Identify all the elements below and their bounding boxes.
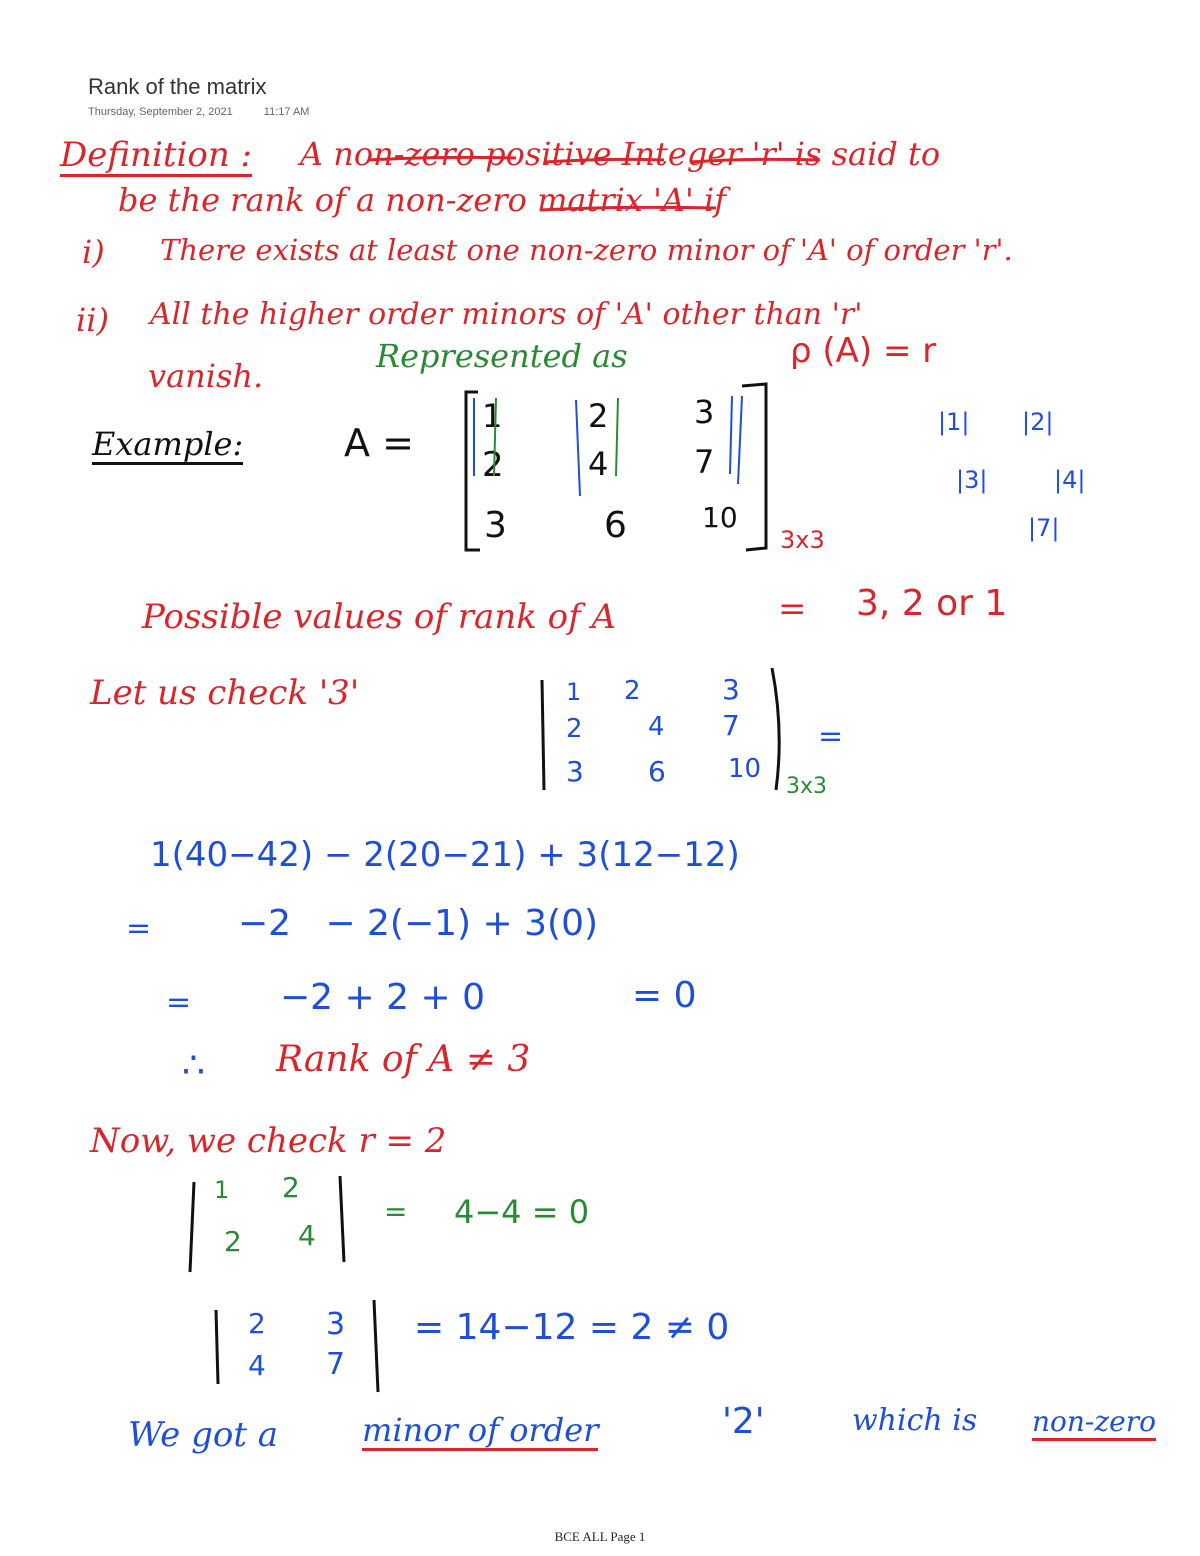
matrix-cell: 3: [694, 393, 715, 431]
possible-values: 3, 2 or 1: [856, 583, 1008, 624]
side-minor: |1|: [938, 408, 970, 436]
side-minor: |7|: [1028, 514, 1060, 542]
det-cell: 2: [624, 676, 641, 706]
matrix-cell: 10: [702, 501, 738, 534]
matrix-cell: 2: [482, 445, 504, 485]
expansion-step-2-eq: =: [126, 911, 152, 946]
check-3-label: Let us check '3': [90, 673, 360, 713]
example-label: Example:: [92, 425, 244, 463]
page-footer: BCE ALL Page 1: [554, 1529, 646, 1544]
minor-cell: 1: [214, 1176, 230, 1204]
det-cell: 2: [566, 714, 583, 744]
rank-notation: ρ (A) = r: [790, 331, 937, 371]
possible-values-text: Possible values of rank of A: [142, 597, 617, 637]
final-text-4: which is: [852, 1403, 978, 1438]
represented-as-note: Represented as: [376, 337, 628, 375]
det-equals: =: [818, 719, 844, 754]
rank-not-3: Rank of A ≠ 3: [276, 1039, 531, 1080]
final-text-5: non-zero: [1032, 1408, 1156, 1441]
minor-cell: 2: [224, 1225, 242, 1258]
matrix-cell: 7: [694, 443, 715, 481]
page-date: Thursday, September 2, 2021: [88, 106, 233, 118]
minor-2-result: = 14−12 = 2 ≠ 0: [414, 1307, 730, 1348]
minor-1-result: 4−4 = 0: [454, 1193, 590, 1231]
condition-2-text: All the higher order minors of 'A' other than 'r': [150, 297, 863, 332]
det-cell: 7: [722, 709, 740, 742]
expansion-step-3-result: = 0: [632, 975, 697, 1016]
side-minor: |4|: [1054, 466, 1086, 494]
matrix-lhs: A =: [344, 421, 414, 465]
therefore-symbol: ∴: [182, 1045, 205, 1086]
minor-cell: 4: [248, 1349, 266, 1382]
condition-1-text: There exists at least one non-zero minor of 'A' of order 'r'.: [160, 233, 1013, 267]
minor-cell: 2: [282, 1171, 300, 1204]
definition-label: Definition :: [60, 135, 252, 175]
minor-cell: 7: [326, 1347, 346, 1382]
det-cell: 3: [566, 755, 584, 788]
minor-cell: 4: [298, 1219, 316, 1252]
page-title: Rank of the matrix: [88, 74, 267, 99]
det-order: 3x3: [786, 774, 828, 799]
det-cell: 4: [648, 712, 665, 742]
check-2-label: Now, we check r = 2: [90, 1121, 447, 1161]
minor-cell: 3: [326, 1307, 346, 1342]
final-text-2: minor of order: [362, 1411, 599, 1449]
final-text-1: We got a: [128, 1415, 279, 1455]
condition-2-number: ii): [76, 301, 109, 339]
matrix-order: 3x3: [780, 526, 825, 554]
det-cell: 10: [728, 754, 762, 784]
matrix-cell: 3: [484, 505, 507, 546]
definition-line1: A non-zero positive Integer 'r' is said to: [300, 135, 941, 173]
expansion-step-3-eq: =: [166, 985, 192, 1020]
det-cell: 6: [648, 755, 666, 788]
matrix-cell: 6: [604, 505, 627, 546]
minor-cell: 2: [248, 1307, 266, 1340]
page-time: 11:17 AM: [263, 106, 310, 118]
expansion-step-2: −2 − 2(−1) + 3(0): [238, 903, 599, 944]
final-text-3: '2': [722, 1401, 765, 1442]
minor-1-eq: =: [384, 1195, 408, 1228]
side-minor: |2|: [1022, 408, 1054, 436]
expansion-step-1: 1(40−42) − 2(20−21) + 3(12−12): [150, 835, 740, 875]
matrix-cell: 2: [588, 397, 609, 435]
matrix-cell: 4: [588, 445, 609, 483]
matrix-cell: 1: [482, 397, 503, 435]
condition-1-number: i): [82, 233, 105, 271]
definition-line2: be the rank of a non-zero matrix 'A' if: [118, 181, 727, 219]
expansion-step-3: −2 + 2 + 0: [280, 977, 485, 1018]
possible-values-eq: =: [778, 589, 807, 629]
side-minor: |3|: [956, 466, 988, 494]
condition-2-continued: vanish.: [148, 357, 264, 395]
det-cell: 1: [566, 678, 582, 706]
det-cell: 3: [722, 673, 740, 706]
